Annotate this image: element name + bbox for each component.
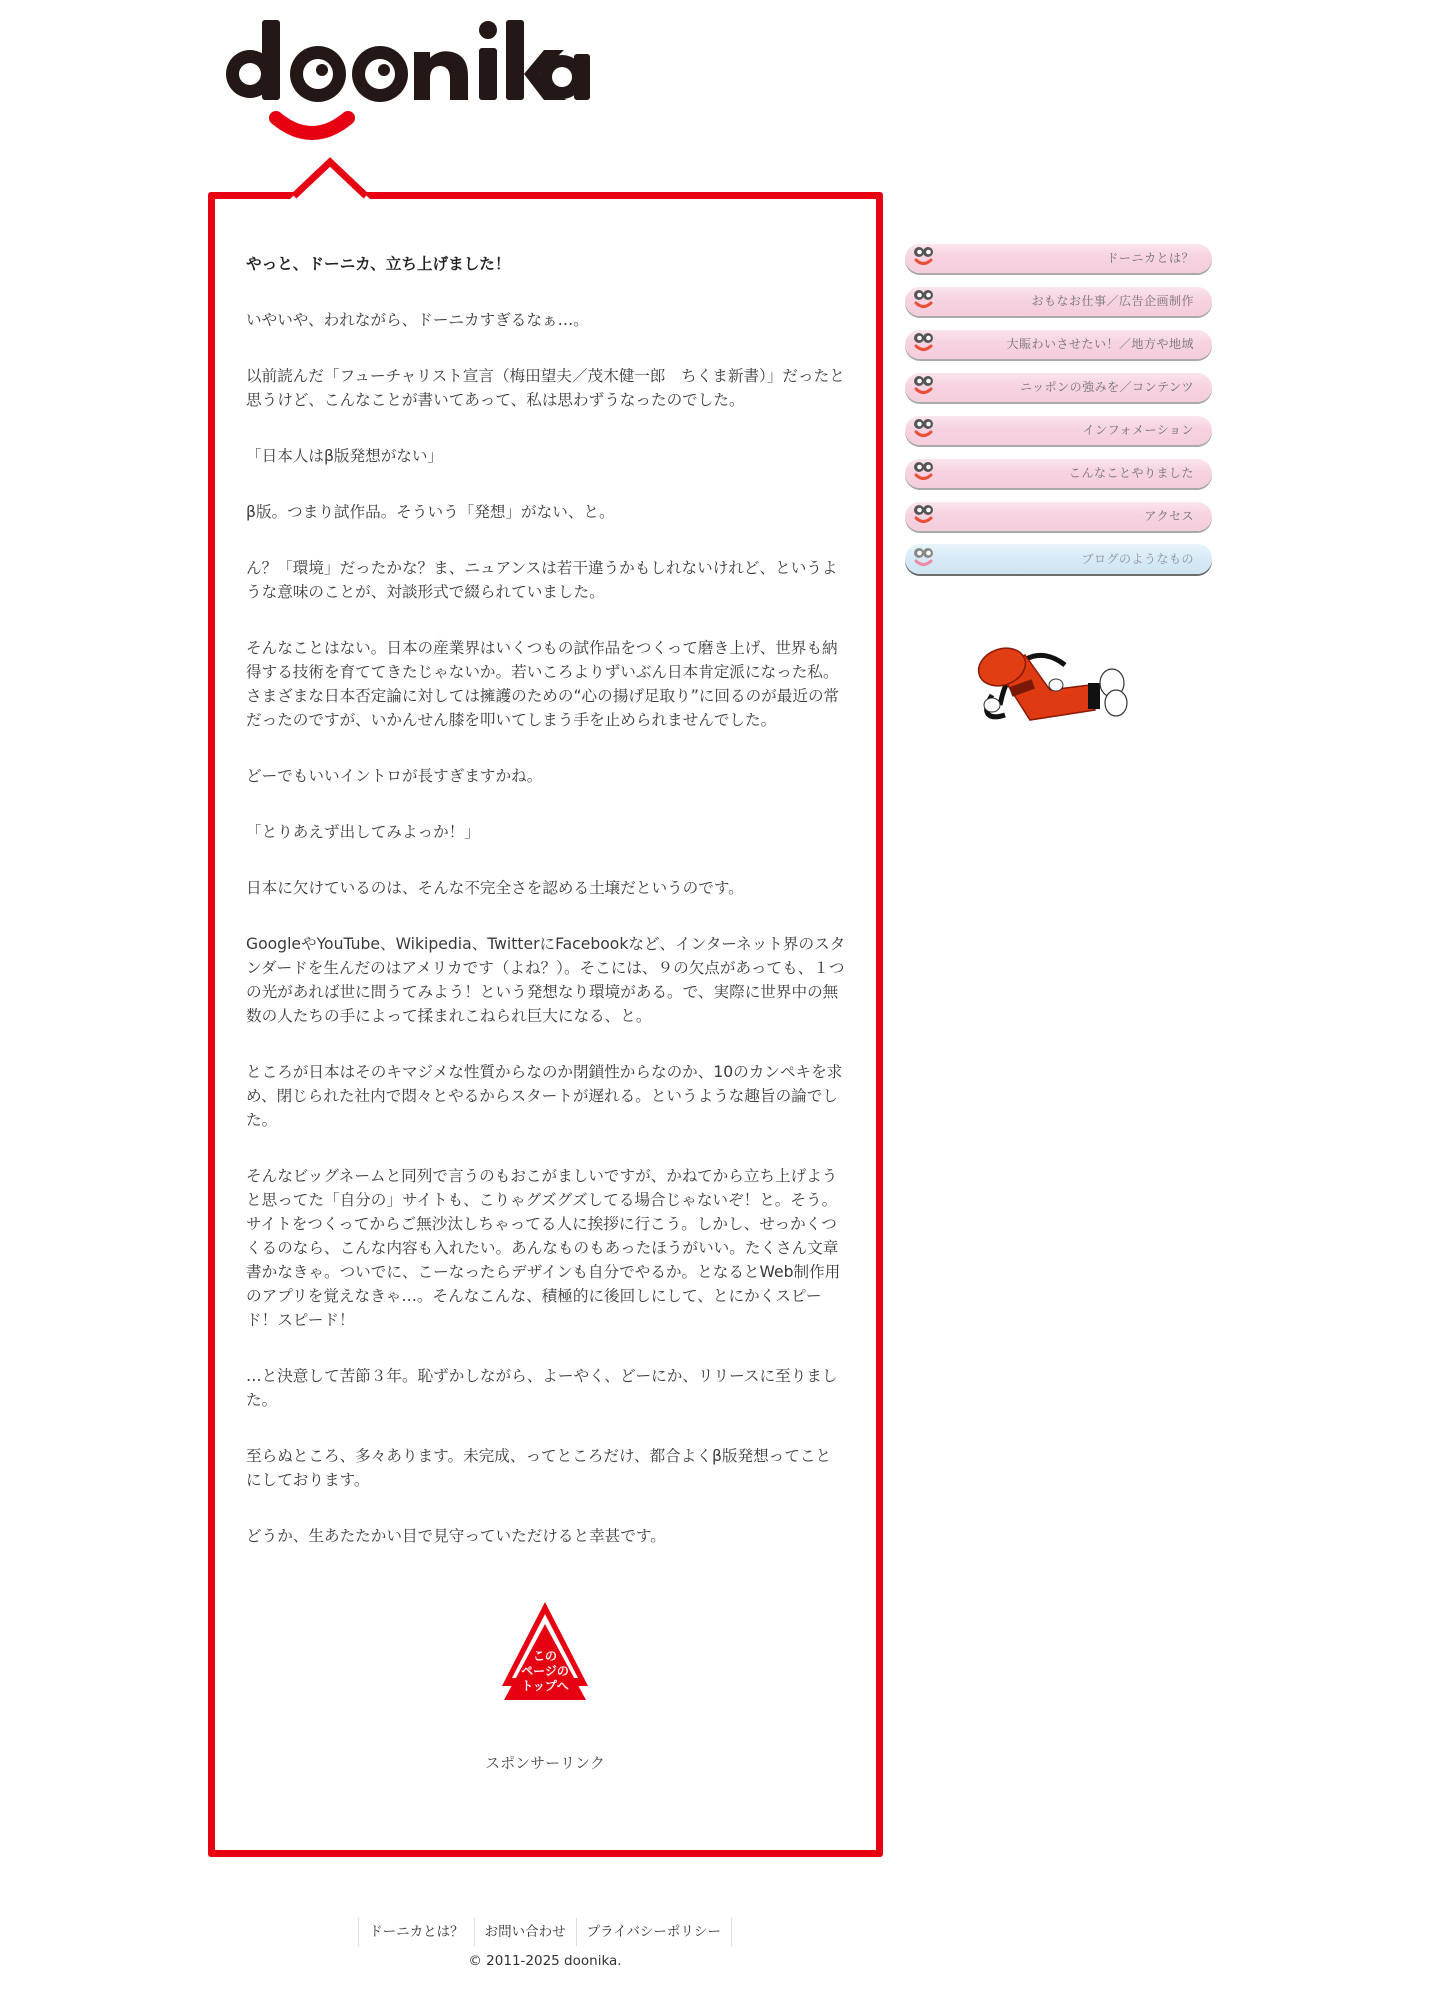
article-paragraph: 「とりあえず出してみよっか！」 — [246, 823, 480, 841]
sponsor-label: スポンサーリンク — [485, 1754, 605, 1772]
doonika-face-icon — [913, 332, 935, 354]
doonika-face-icon — [913, 418, 935, 440]
sidebar-item-blog[interactable] — [905, 544, 1212, 574]
sidebar-item-label: ドーニカとは？ — [1106, 251, 1194, 265]
sidebar-item-label: 大賑わいさせたい！／地方や地域 — [1006, 337, 1194, 351]
footer-link-contact[interactable]: お問い合わせ — [474, 1918, 576, 1946]
back-to-top-button[interactable] — [500, 1600, 590, 1702]
article-paragraph: ん？「環境」だったかな？ま、ニュアンスは若干違うかもしれないけれど、というような意味のことが、対談形式で綴られていました。 — [246, 559, 838, 601]
article-body — [246, 252, 846, 1580]
sidebar-item-label: こんなことやりました — [1068, 466, 1194, 480]
sidebar-nav — [905, 243, 1212, 587]
article-paragraph: β版。つまり試作品。そういう「発想」がない、と。 — [246, 503, 615, 521]
svg-text:ページの: ページの — [521, 1664, 569, 1678]
article-title: やっと、ドーニカ、立ち上げました！ — [246, 255, 511, 273]
article-paragraph: いやいや、われながら、ドーニカすぎるなぁ…。 — [246, 311, 589, 329]
doonika-face-icon — [913, 289, 935, 311]
article-paragraph: GoogleやYouTube、Wikipedia、TwitterにFacebookなど、インターネット界のスタンダードを生んだのはアメリカです（よね？）。そこには、９の欠点があっても、１つの光があれば世に問うてみよう！という発想なり環境がある。で、実際に世界中の無数の人たちの手によって揉まれこねられ巨大になる、と。 — [246, 935, 846, 1025]
article-paragraph: …と決意して苦節３年。恥ずかしながら、よーやく、どーにか、リリースに至りました。 — [246, 1367, 838, 1409]
doonika-face-icon — [913, 547, 935, 569]
article-paragraph: 日本に欠けているのは、そんな不完全さを認める土壌だというのです。 — [246, 879, 744, 897]
article-paragraph: どうか、生あたたかい目で見守っていただけると幸甚です。 — [246, 1527, 666, 1545]
article-paragraph: ところが日本はそのキマジメな性質からなのか閉鎖性からなのか、10のカンペキを求め、閉じられた社内で悶々とやるからスタートが遅れる。というような趣旨の論でした。 — [246, 1063, 843, 1129]
article-paragraph: そんなことはない。日本の産業界はいくつもの試作品をつくって磨き上げ、世界も納得する技術を育ててきたじゃないか。若いころよりずいぶん日本肯定派になった私。さまざまな日本否定論に対しては擁護のための“心の揚げ足取り”に回るのが最近の常だったのですが、いかんせん膝を叩いてしまう手を止められませんでした。 — [246, 639, 840, 729]
doonika-face-icon — [913, 375, 935, 397]
doonika-face-icon — [913, 504, 935, 526]
footer-link-about[interactable]: ドーニカとは？ — [358, 1918, 474, 1946]
footer-nav — [0, 1918, 1090, 1946]
mascot-postbox-icon — [970, 635, 1130, 725]
article-paragraph: どーでもいいイントロが長すぎますかね。 — [246, 767, 543, 785]
copyright: © 2011-2025 doonika. — [468, 1953, 622, 1969]
svg-text:この: この — [532, 1649, 558, 1663]
sidebar-item-label: ニッポンの強みを／コンテンツ — [1020, 380, 1194, 394]
sidebar-item-label: ブログのようなもの — [1081, 552, 1194, 566]
doonika-face-icon — [913, 246, 935, 268]
svg-text:トップへ: トップへ — [521, 1679, 569, 1693]
article-paragraph: 以前読んだ「フューチャリスト宣言（梅田望夫／茂木健一郎 ちくま新書）」だったと思うけど、こんなことが書いてあって、私は思わずうなったのでした。 — [246, 367, 845, 409]
sidebar-item-regional[interactable] — [905, 329, 1212, 359]
up-triangle-icon — [500, 1600, 590, 1702]
frame-notch-icon — [290, 157, 370, 199]
doonika-face-icon — [913, 461, 935, 483]
site-logo[interactable] — [222, 8, 592, 148]
footer-link-privacy[interactable]: プライバシーポリシー — [576, 1918, 732, 1946]
sidebar-item-label: アクセス — [1144, 509, 1194, 523]
article-paragraph: 「日本人はβ版発想がない」 — [246, 447, 444, 465]
article-paragraph: そんなビッグネームと同列で言うのもおこがましいですが、かねてから立ち上げようと思ってた「自分の」サイトも、こりゃグズグズしてる場合じゃないぞ！と。そう。サイトをつくってからご無沙汰しちゃってる人に挨拶に行こう。しかし、せっかくつくるのなら、こんな内容も入れたい。あんなものもあったほうがいい。たくさん文章書かなきゃ。ついでに、こーなったらデザインも自分でやるか。となるとWeb制作用のアプリを覚えなきゃ…。そんなこんな、積極的に後回しにして、とにかくスピード！スピード！ — [246, 1167, 841, 1329]
sidebar-item-access[interactable] — [905, 501, 1212, 531]
sidebar-item-contents[interactable] — [905, 372, 1212, 402]
sidebar-item-works[interactable] — [905, 286, 1212, 316]
sidebar-item-label: インフォメーション — [1082, 423, 1194, 437]
sidebar-item-information[interactable] — [905, 415, 1212, 445]
sidebar-item-label: おもなお仕事／広告企画制作 — [1031, 294, 1194, 308]
sidebar-item-achievements[interactable] — [905, 458, 1212, 488]
doonika-logo-icon — [222, 8, 592, 148]
article-paragraph: 至らぬところ、多々あります。未完成、ってところだけ、都合よくβ版発想ってことにしております。 — [246, 1447, 832, 1489]
sidebar-item-about[interactable] — [905, 243, 1212, 273]
